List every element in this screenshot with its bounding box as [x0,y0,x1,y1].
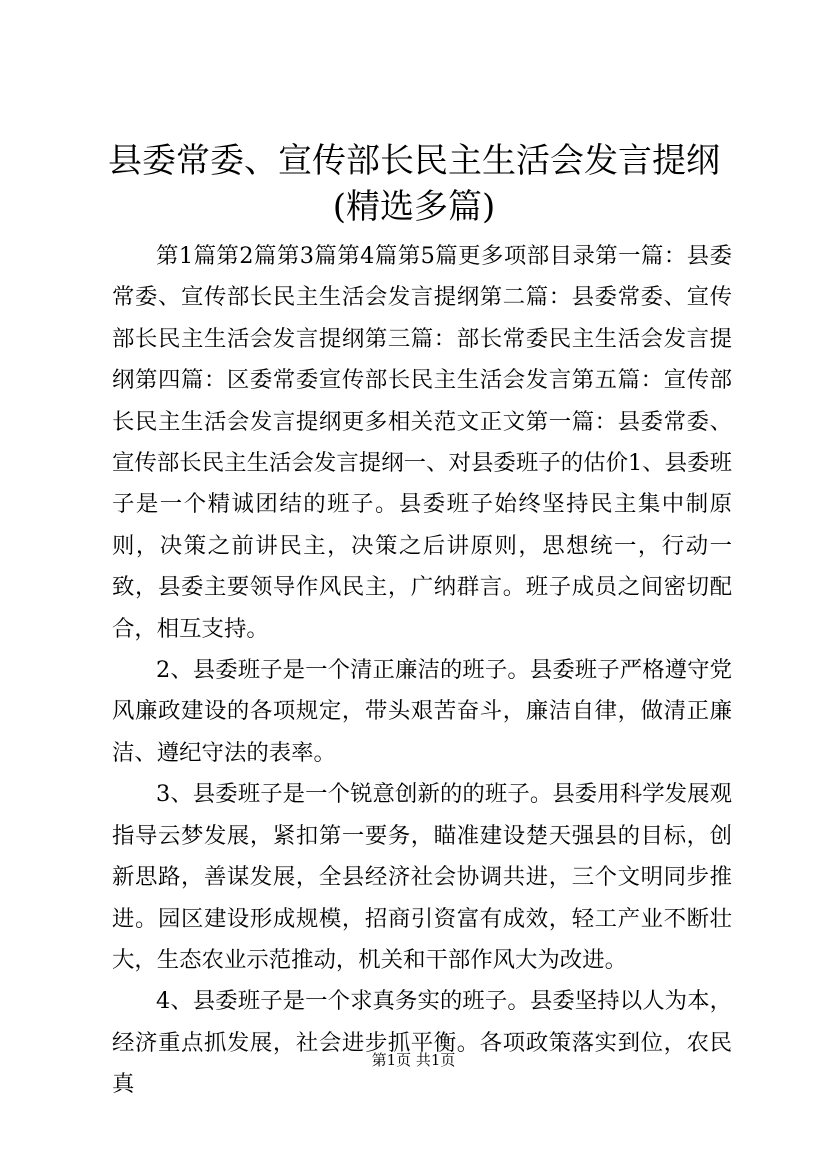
document-body [112,236,732,1106]
paragraph-3: 3、县委班子是一个锐意创新的的班子。县委用科学发展观指导云梦发展，紧扣第一要务，瞄准建设楚天强县的目标，创新思路，善谋发展，全县经济社会协调共进，三个文明同步推进。园区建设形成规模，招商引资富有成效，轻工产业不断壮大，生态农业示范推动，机关和干部作风大为改进。 [112,781,732,973]
paragraph-2: 2、县委班子是一个清正廉洁的班子。县委班子严格遵守党风廉政建设的各项规定，带头艰苦奋斗，廉洁自律，做清正廉洁、遵纪守法的表率。 [112,657,732,766]
paragraph-1: 第1篇第2篇第3篇第4篇第5篇更多项部目录第一篇：县委常委、宣传部长民主生活会发言提纲第二篇：县委常委、宣传部长民主生活会发言提纲第三篇：部长常委民主生活会发言提纲第四篇：区委常委宣传部长民主生活会发言第五篇：宣传部长民主生活会发言提纲更多相关范文正文第一篇：县委常委、宣传部长民主生活会发言提纲一、对县委班子的估价1、县委班子是一个精诚团结的班子。县委班子始终坚持民主集中制原则，决策之前讲民主，决策之后讲原则，思想统一，行动一致，县委主要领导作风民主，广纳群言。班子成员之间密切配合，相互支持。 [112,243,732,642]
paragraph-4: 4、县委班子是一个求真务实的班子。县委坚持以人为本，经济重点抓发展，社会进步抓平衡。各项政策落实到位，农民真 [112,988,732,1098]
page-footer: 第1页 共1页 [371,1051,456,1069]
document-title: 县委常委、宣传部长民主生活会发言提纲(精选多篇) [108,141,720,227]
